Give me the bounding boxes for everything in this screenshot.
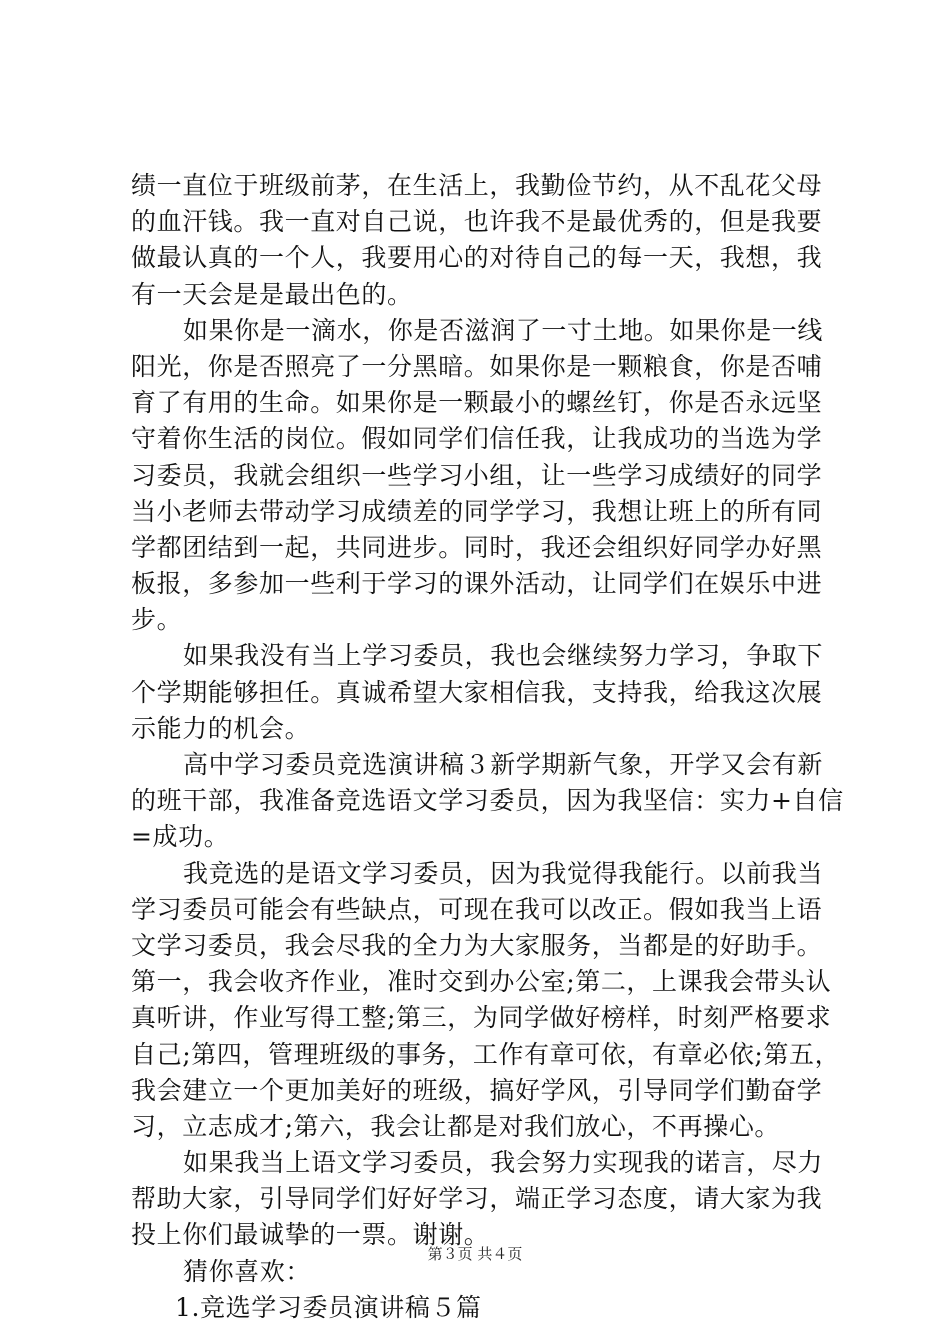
text-line: 真听讲，作业写得工整;第三，为同学做好榜样，时刻严格要求 [131, 1003, 832, 1033]
text-line: 个学期能够担任。真诚希望大家相信我，支持我，给我这次展 [131, 677, 823, 707]
text-line: 学都团结到一起，共同进步。同时，我还会组织好同学办好黑 [131, 532, 823, 562]
text-line: 1.竞选学习委员演讲稿５篇 [175, 1292, 482, 1322]
text-line: 第一，我会收齐作业，准时交到办公室;第二，上课我会带头认 [131, 967, 832, 997]
text-line: =成功。 [131, 822, 230, 852]
text-line: 的血汗钱。我一直对自己说，也许我不是最优秀的，但是我要 [131, 207, 823, 237]
text-line: 文学习委员，我会尽我的全力为大家服务，当都是的好助手。 [131, 930, 823, 960]
text-line: 的班干部，我准备竞选语文学习委员，因为我坚信：实力+自信 [131, 786, 844, 816]
text-line: 我竞选的是语文学习委员，因为我觉得我能行。以前我当 [183, 858, 824, 888]
text-line: 有一天会是是最出色的。 [131, 279, 413, 309]
text-line: 当小老师去带动学习成绩差的同学学习，我想让班上的所有同 [131, 496, 823, 526]
text-line: 学习委员可能会有些缺点，可现在我可以改正。假如我当上语 [131, 894, 823, 924]
document-body [131, 168, 844, 1326]
text-line: 投上你们最诚挚的一票。谢谢。 [131, 1220, 490, 1250]
text-line: 习委员，我就会组织一些学习小组，让一些学习成绩好的同学 [131, 460, 823, 490]
text-line: 阳光，你是否照亮了一分黑暗。如果你是一颗粮食，你是否哺 [131, 351, 823, 381]
text-line: 如果你是一滴水，你是否滋润了一寸土地。如果你是一线 [183, 315, 824, 345]
text-line: 我会建立一个更加美好的班级，搞好学风，引导同学们勤奋学 [131, 1075, 823, 1105]
text-line: 绩一直位于班级前茅，在生活上，我勤俭节约，从不乱花父母 [131, 171, 823, 200]
text-line: 高中学习委员竞选演讲稿３新学期新气象，开学又会有新 [183, 750, 824, 779]
text-line: 习，立志成才;第六，我会让都是对我们放心，不再操心。 [131, 1111, 781, 1141]
text-line: 做最认真的一个人，我要用心的对待自己的每一天，我想，我 [131, 243, 823, 273]
text-line: 板报，多参加一些利于学习的课外活动，让同学们在娱乐中进 [131, 569, 823, 599]
text-line: 如果我当上语文学习委员，我会努力实现我的诺言，尽力 [183, 1148, 824, 1178]
text-line: 如果我没有当上学习委员，我也会继续努力学习，争取下 [183, 641, 824, 671]
text-line: 自己;第四，管理班级的事务，工作有章可依，有章必依;第五， [131, 1039, 841, 1069]
text-line: 守着你生活的岗位。假如同学们信任我，让我成功的当选为学 [131, 424, 823, 454]
text-line: 猜你喜欢： [183, 1256, 312, 1286]
page-footer: 第３页 共４页 [427, 1245, 523, 1263]
text-line: 帮助大家，引导同学们好好学习，端正学习态度，请大家为我 [131, 1184, 823, 1214]
text-line: 育了有用的生命。如果你是一颗最小的螺丝钉，你是否永远坚 [131, 388, 823, 418]
text-line: 步。 [131, 605, 183, 635]
text-line: 示能力的机会。 [131, 713, 311, 743]
